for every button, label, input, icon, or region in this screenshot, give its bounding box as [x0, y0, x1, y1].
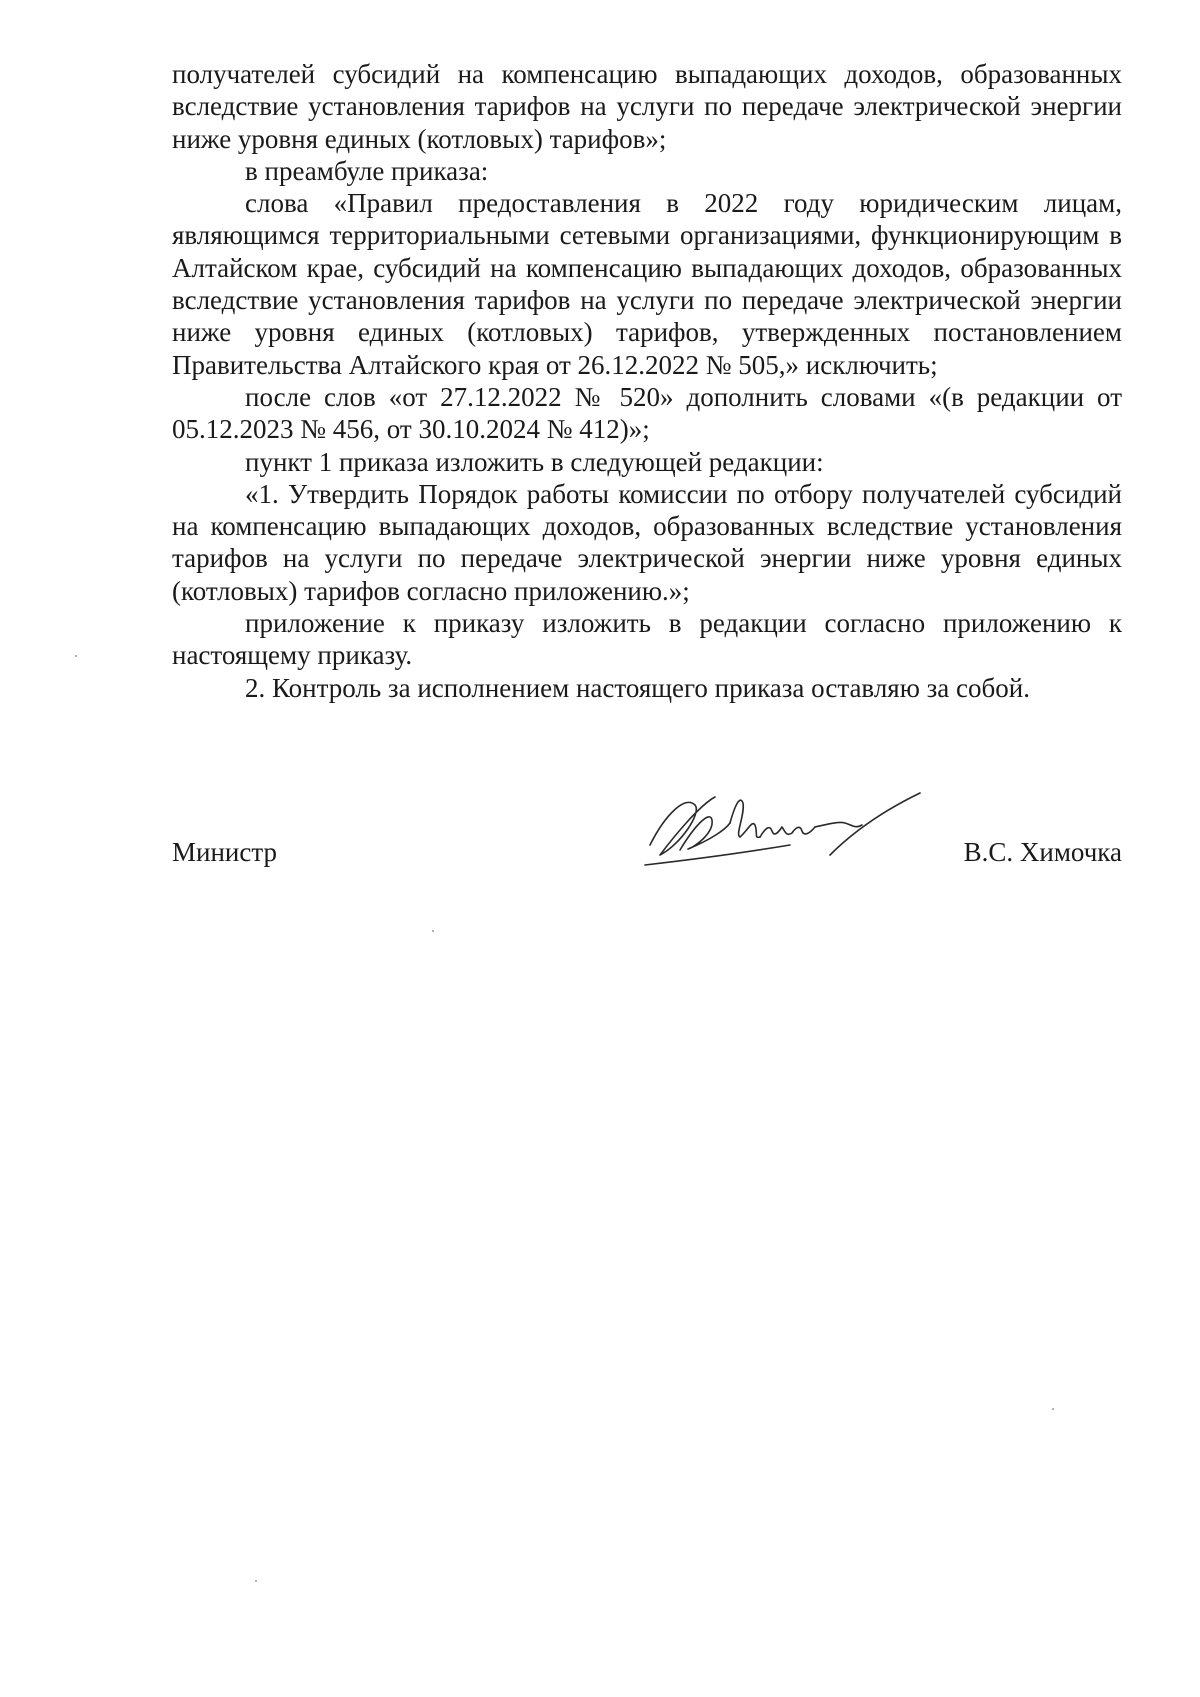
document-body: [172, 58, 1122, 704]
signer-position: Министр: [172, 837, 277, 867]
paragraph-item-1-heading: пункт 1 приказа изложить в следующей редакции:: [245, 446, 824, 477]
paragraph-item-1-text: «1. Утвердить Порядок работы комиссии по отбору получателей субсидий на компенсацию выпадающих доходов, образованных вследствие установления тарифов на услуги по передаче электрической энергии ниже уровня единых (котловых) тарифов согласно приложению.»;: [172, 478, 1122, 606]
scan-speck: [432, 930, 434, 932]
signer-name: В.С. Химочка: [963, 837, 1122, 867]
signature-row: [172, 836, 1122, 876]
paragraph-preamble-heading: в преамбуле приказа:: [245, 155, 489, 186]
paragraph-control: 2. Контроль за исполнением настоящего приказа оставляю за собой.: [245, 672, 1030, 703]
scan-speck: [255, 1580, 257, 1582]
paragraph-appendix: приложение к приказу изложить в редакции согласно приложению к настоящему приказу.: [172, 608, 1122, 671]
scan-speck: [1052, 1408, 1054, 1410]
scan-speck: [75, 655, 77, 657]
paragraph-words-exclusion: слова «Правил предоставления в 2022 году юридическим лицам, являющимся территориальными сетевыми организациями, функционирующим в Алтайском крае, субсидий на компенсацию выпадающих доходов, образованных вследствие установления тарифов на услуги по передаче электрической энергии ниже уровня единых (котловых) тарифов, утвержденных постановлением Правительства Алтайского края от 26.12.2022 № 505,» исключить;: [172, 188, 1122, 380]
paragraph-words-addition: после слов «от 27.12.2022 № 520» дополнить словами «(в редакции от 05.12.2023 № 456, от 30.10.2024 № 412)»;: [172, 381, 1122, 445]
paragraph-continuation: получателей субсидий на компенсацию выпадающих доходов, образованных вследствие установления тарифов на услуги по передаче электрической энергии ниже уровня единых (котловых) тарифов»;: [172, 59, 1122, 154]
